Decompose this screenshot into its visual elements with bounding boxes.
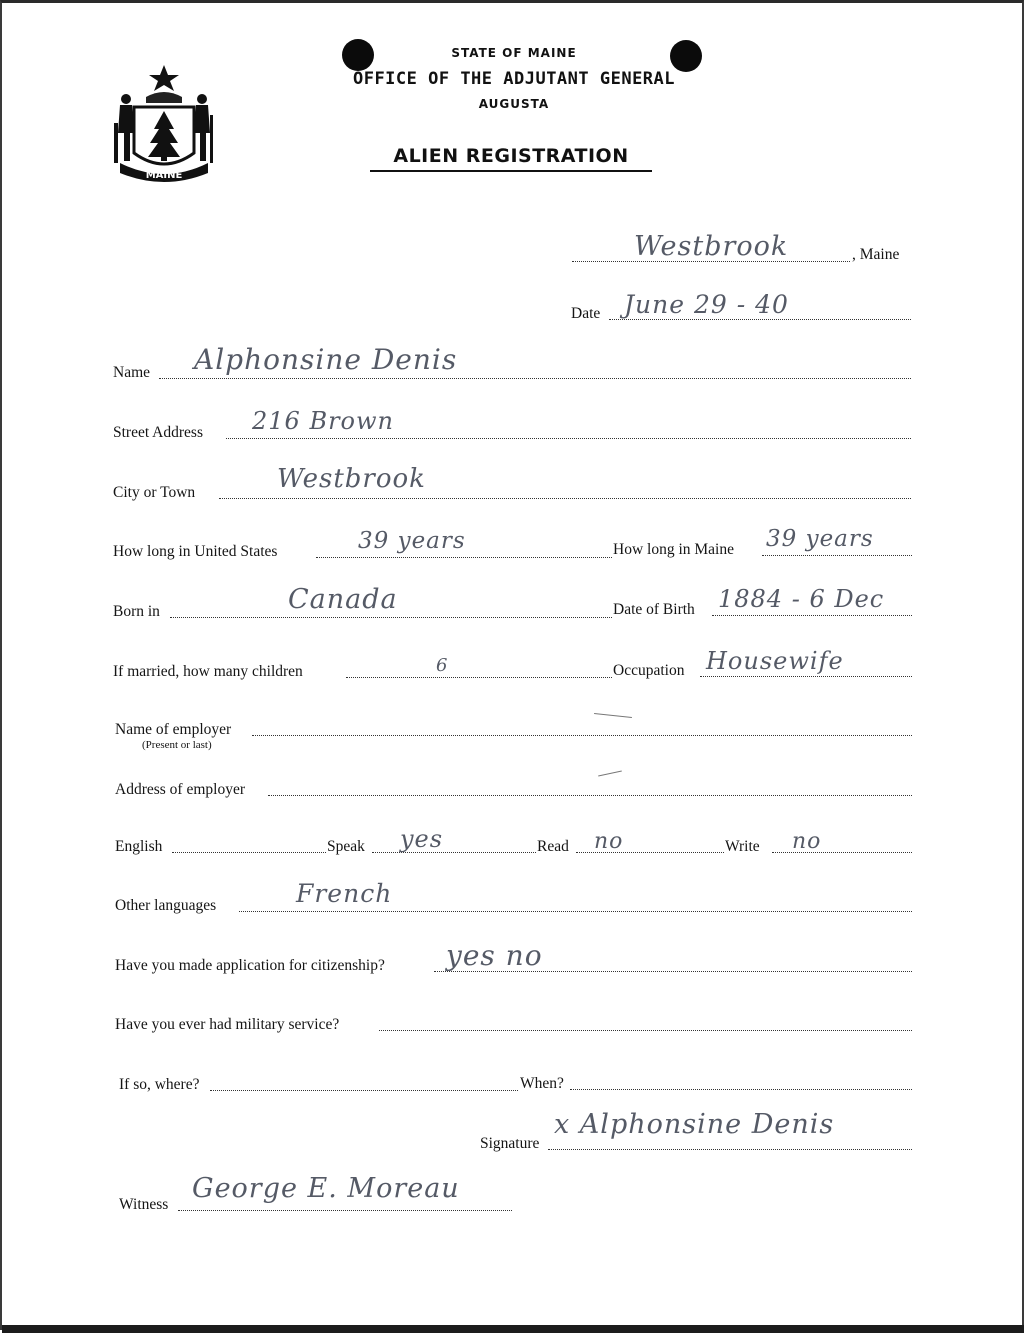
children-value: 6 (436, 655, 449, 676)
maine-suffix-label: , Maine (852, 246, 900, 263)
city-or-town-label: City or Town (113, 484, 196, 501)
how-long-us-label: How long in United States (113, 543, 278, 560)
military-label: Have you ever had military service? (115, 1016, 340, 1033)
how-long-maine-line (762, 555, 912, 556)
city-or-town-value: Westbrook (277, 464, 426, 494)
date-value: June 29 - 40 (624, 290, 789, 319)
occupation-value: Housewife (706, 647, 844, 675)
seal-banner-text: MAINE (145, 170, 183, 181)
speak-label: Speak (327, 838, 365, 855)
date-of-birth-value: 1884 - 6 Dec (718, 585, 885, 613)
employer-address-line (268, 795, 912, 796)
office-heading: OFFICE OF THE ADJUTANT GENERAL (352, 69, 676, 89)
when-line (570, 1089, 912, 1090)
city-or-town-line (219, 498, 911, 499)
occupation-label: Occupation (613, 662, 685, 679)
when-label: When? (520, 1075, 564, 1092)
street-address-value: 216 Brown (252, 407, 394, 435)
street-address-line (226, 438, 911, 439)
state-heading: STATE OF MAINE (451, 46, 577, 60)
date-line (609, 319, 911, 320)
speak-value: yes (400, 825, 444, 853)
form-title: ALIEN REGISTRATION (370, 145, 652, 172)
name-label: Name (113, 364, 151, 381)
employer-name-line (252, 735, 912, 736)
english-label: English (115, 838, 163, 855)
occupation-line (700, 676, 912, 677)
employer-address-label: Address of employer (115, 781, 245, 798)
military-line (379, 1030, 912, 1031)
if-so-where-line (210, 1090, 518, 1091)
date-of-birth-label: Date of Birth (613, 601, 695, 618)
other-languages-value: French (296, 879, 393, 908)
citizenship-value: yes no (446, 939, 543, 972)
town-value: Westbrook (634, 231, 789, 262)
employer-name-label: Name of employer (115, 721, 232, 738)
born-in-line (170, 617, 612, 618)
children-line (346, 677, 612, 678)
born-in-label: Born in (113, 603, 160, 620)
read-label: Read (537, 838, 569, 855)
employer-name-sublabel: (Present or last) (142, 739, 212, 751)
signature-line (548, 1149, 912, 1150)
how-long-us-value: 39 years (358, 528, 466, 554)
employer-name-dash (594, 713, 632, 718)
write-label: Write (725, 838, 760, 855)
date-of-birth-line (712, 615, 912, 616)
date-label: Date (571, 305, 601, 322)
how-long-maine-label: How long in Maine (613, 541, 734, 558)
signature-label: Signature (480, 1135, 540, 1152)
how-long-us-line (316, 557, 612, 558)
signature-value: x Alphonsine Denis (554, 1109, 835, 1140)
witness-value: George E. Moreau (192, 1173, 460, 1204)
read-value: no (594, 829, 624, 854)
city-heading: AUGUSTA (478, 97, 550, 111)
citizenship-label: Have you made application for citizenship? (115, 957, 385, 974)
other-languages-line (239, 911, 912, 912)
speak-line (372, 852, 536, 853)
witness-label: Witness (119, 1196, 169, 1213)
write-value: no (792, 829, 822, 854)
other-languages-label: Other languages (115, 897, 217, 914)
scan-bottom-edge (2, 1325, 1024, 1333)
how-long-maine-value: 39 years (766, 526, 874, 552)
name-line (159, 378, 911, 379)
name-value: Alphonsine Denis (194, 343, 458, 376)
english-line (172, 852, 326, 853)
children-label: If married, how many children (113, 663, 303, 680)
born-in-value: Canada (288, 584, 398, 615)
if-so-where-label: If so, where? (119, 1076, 200, 1093)
employer-address-dash (598, 771, 622, 777)
witness-line (178, 1210, 512, 1211)
street-address-label: Street Address (113, 424, 203, 441)
